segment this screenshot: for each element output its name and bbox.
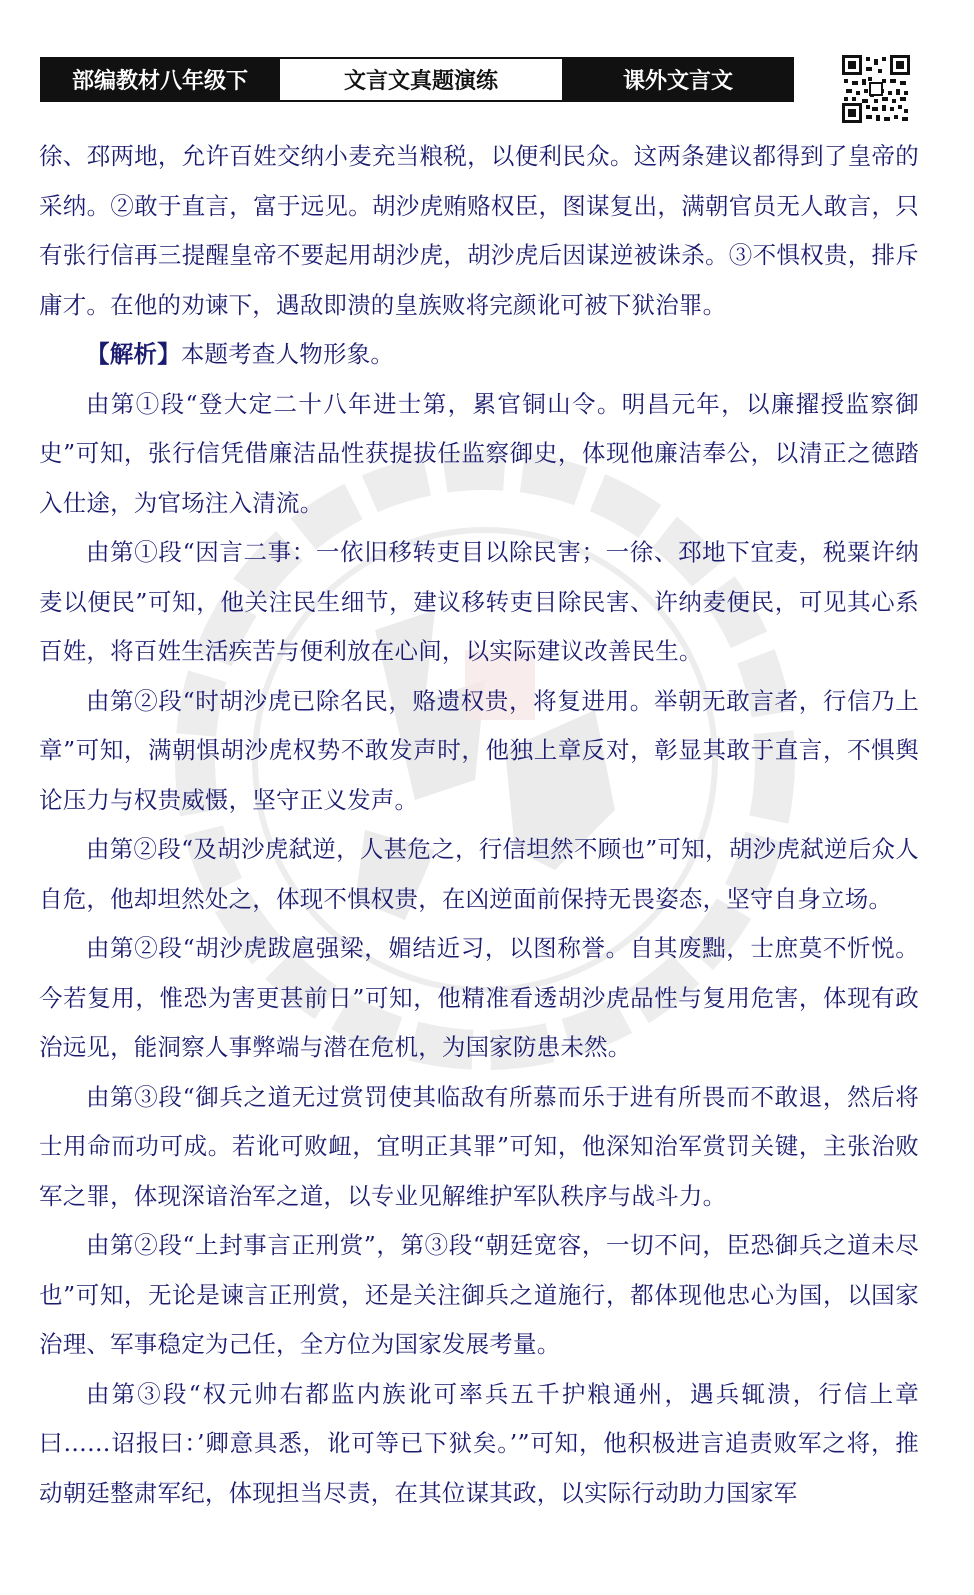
paragraph-analysis-7: 由第②段“上封事言正刑赏”，第③段“朝廷宽容，一切不问，臣恐御兵之道未尽也”可知，无论是谏言正刑赏，还是关注御兵之道施行，都体现他忠心为国，以国家治理、军事稳定为己任，全方位为国家发展考量。: [39, 1231, 919, 1358]
paragraph-analysis-1: 由第①段“登大定二十八年进士第，累官铜山令。明昌元年，以廉擢授监察御史”可知，张行信凭借廉洁品性获提拔任监察御史，体现他廉洁奉公，以清正之德踏入仕途，为官场注入清流。: [39, 389, 919, 517]
document-body: [39, 132, 919, 1518]
paragraph-analysis-5: 由第②段“胡沙虎跋扈强梁，媚结近习，以图称誉。自其废黜，士庶莫不忻悦。今若复用，惟恐为害更甚前日”可知，他精准看透胡沙虎品性与复用危害，体现有政治远见，能洞察人事弊端与潜在危机，为国家防患未然。: [39, 934, 919, 1061]
paragraph-analysis-heading: [39, 330, 919, 380]
header-grade-label: 部编教材八年级下: [42, 59, 278, 100]
paragraph-analysis-3: 由第②段“时胡沙虎已除名民，赂遗权贵，将复进用。举朝无敢言者，行信乃上章”可知，满朝惧胡沙虎权势不敢发声时，他独上章反对，彰显其敢于直言，不惧舆论压力与权贵威慑，坚守正义发声。: [39, 686, 919, 814]
analysis-label: 【解析】: [86, 340, 181, 368]
header-bar: [40, 57, 794, 102]
analysis-intro: 本题考查人物形象。: [180, 340, 395, 368]
qr-code-icon: [842, 55, 910, 123]
header-category-label: 课外文言文: [564, 59, 792, 100]
paragraph-analysis-2: 由第①段“因言二事：一依旧移转吏目以除民害；一徐、邳地下宜麦，税粟许纳麦以便民”可知，他关注民生细节，建议移转吏目除民害、许纳麦便民，可见其心系百姓，将百姓生活疾苦与便利放在心间，以实际建议改善民生。: [39, 538, 919, 665]
paragraph-analysis-8: 由第③段“权元帅右都监内族讹可率兵五千护粮通州，遇兵辄溃，行信上章曰……诏报曰：’卿意具悉，讹可等已下狱矣。’”可知，他积极进言追责败军之将，推动朝廷整肃军纪，体现担当尽责，在其位谋其政，以实际行动助力国家军: [39, 1379, 919, 1507]
paragraph-analysis-6: 由第③段“御兵之道无过赏罚使其临敌有所慕而乐于进有所畏而不敢退，然后将士用命而功可成。若讹可败衄，宜明正其罪”可知，他深知治军赏罚关键，主张治败军之罪，体现深谙治军之道，以专业见解维护军队秩序与战斗力。: [39, 1082, 919, 1210]
paragraph-analysis-4: 由第②段“及胡沙虎弑逆，人甚危之，行信坦然不顾也”可知，胡沙虎弑逆后众人自危，他却坦然处之，体现不惧权贵，在凶逆面前保持无畏姿态，坚守自身立场。: [39, 835, 919, 913]
paragraph-continuation: 徐、邳两地，允许百姓交纳小麦充当粮税，以便利民众。这两条建议都得到了皇帝的采纳。②敢于直言，富于远见。胡沙虎贿赂权臣，图谋复出，满朝官员无人敢言，只有张行信再三提醒皇帝不要起用胡沙虎，胡沙虎后因谋逆被诛杀。③不惧权贵，排斥庸才。在他的劝谏下，遇敌即溃的皇族败将完颜讹可被下狱治罪。: [39, 142, 919, 319]
header-title: 文言文真题演练: [278, 59, 564, 100]
